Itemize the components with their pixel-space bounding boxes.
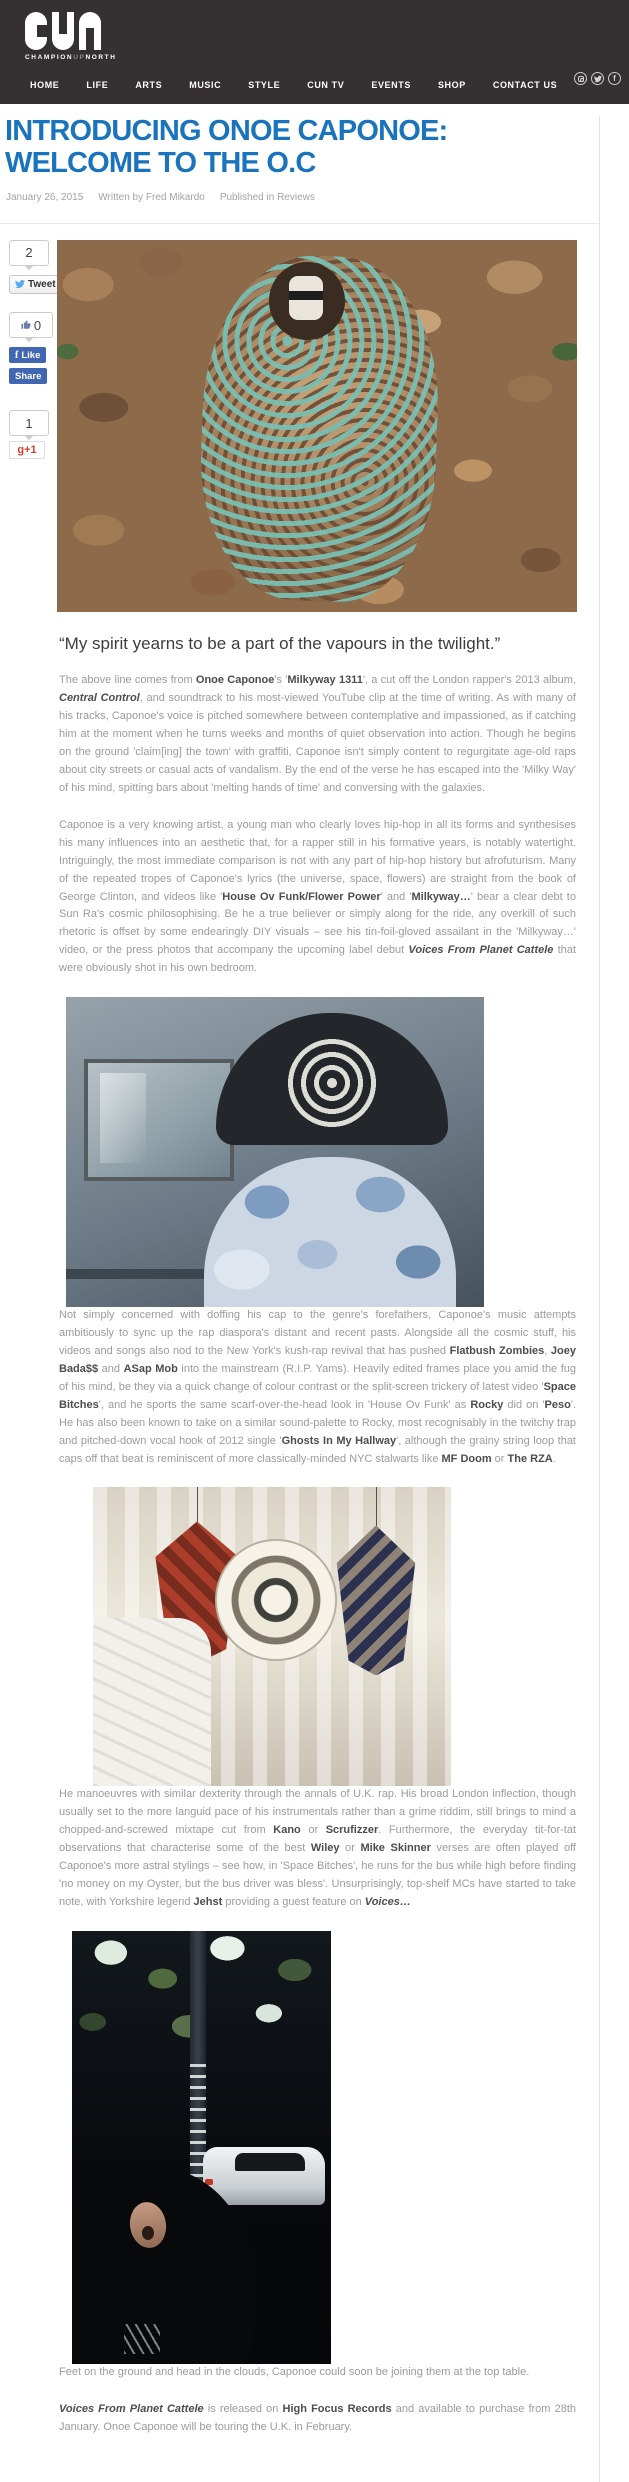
nav-item-events[interactable]: EVENTS bbox=[371, 80, 411, 90]
written-by-label: Written by bbox=[98, 191, 144, 203]
twitter-bird-icon bbox=[15, 279, 25, 289]
site-header bbox=[0, 0, 629, 104]
logo-glyphs-icon bbox=[25, 12, 117, 50]
gplus-count-bubble bbox=[9, 410, 49, 436]
author-link[interactable]: Fred Mikardo bbox=[145, 191, 205, 203]
main-nav bbox=[0, 64, 629, 104]
nav-item-contact-us[interactable]: CONTACT US bbox=[492, 80, 558, 90]
photo-tie-dye-figure bbox=[204, 1157, 456, 1307]
meta-divider bbox=[0, 223, 599, 224]
article-paragraph-4: He manoeuvres with similar dexterity through the annals of U.K. rap. His broad London inflection, though usually set to the more languid pace of his instrumentals rather than a grime riddim, still brings to mind a chopped-and-screwed mixtape cut from Kano or Scrufizzer. Furthermore, the everyday tit-for-tat observations that characterise some of the best Wiley or Mike Skinner verses are often played off Caponoe's more astral stylings – see how, in 'Space Bitches', he runs for the bus while high before finding 'no money on my Oyster, but the bus driver was bless'. Unsurprisingly, top-shelf MCs have started to take note, with Yorkshire legend Jehst providing a guest feature on Voices… bbox=[59, 1788, 576, 1908]
article-photo-night-street bbox=[72, 1931, 331, 2364]
article-date: January 26, 2015 bbox=[6, 191, 84, 203]
article-photo-figure-in-leaves bbox=[57, 240, 577, 612]
article-paragraph-5: Feet on the ground and head in the clouds, Caponoe could soon be joining them at the top table. bbox=[59, 2365, 530, 2378]
nav-item-life[interactable]: LIFE bbox=[86, 80, 109, 90]
article-paragraph-2: Caponoe is a very knowing artist, a young man who clearly loves hip-hop in all its forms and synthesises his many influences into an aesthetic that, for a rapper still in his formative years, is notably watertight. Intriguingly, the most immediate comparison is not with any part of hip-hop history but afrofuturism. Many of the repeated tropes of Caponoe's lyrics (the universe, space, flowers) are straight from the book of George Clinton, and videos like 'House Ov Funk/Flower Power' and 'Milkyway…' bear a clear debt to Sun Ra's cosmic philosophising. Be he a true believer or simply along for the ride, any overkill of such rhetoric is offset by some endearingly DIY visuals – see his tin-foil-gloved assailant in the 'Milkyway…' video, or the press photos that accompany the upcoming label debut Voices From Planet Cattele that were obviously shot in his own bedroom. bbox=[59, 818, 576, 975]
nav-item-music[interactable]: MUSIC bbox=[189, 80, 222, 90]
article-byline bbox=[98, 192, 205, 203]
photo-tag-mark bbox=[124, 2324, 160, 2354]
like-count-bubble bbox=[9, 312, 53, 338]
logo-word-champion: CHAMPION bbox=[25, 54, 74, 61]
photo-car-window bbox=[235, 2153, 305, 2171]
photo-mirror bbox=[84, 1059, 234, 1181]
article-paragraph-3: Not simply concerned with doffing his cap to the genre's forefathers, Caponoe's music attempts ambitiously to sync up the rap diaspora's distant and recent pasts. Alongside all the cosmic stuff, his videos and songs also nod to the New York's kush-rap revival that has pushed Flatbush Zombies, Joey Bada$$ and ASap Mob into the mainstream (R.I.P. Yams). Heavily edited frames place you amid the fug of his mind, be they via a quick change of colour contrast or the split-screen trickery of latest video 'Space Bitches', and he sports the same scarf-over-the-head look in 'House Ov Funk' as Rocky did on 'Peso'. He has also been known to take on a similar sound-palette to Rocky, most recognisably in the twitchy trap and pitched-down vocal hook of 2012 single 'Ghosts In My Hallway', although the grainy string loop that caps off that beat is reminiscent of more classically-minded NYC stalwarts like MF Doom or The RZA. bbox=[59, 1309, 577, 1465]
logo-word-up: UP bbox=[73, 54, 86, 61]
instagram-icon[interactable] bbox=[574, 72, 587, 85]
nav-item-arts[interactable]: ARTS bbox=[135, 80, 163, 90]
facebook-f-icon: f bbox=[15, 349, 19, 361]
like-label: Like bbox=[21, 349, 41, 361]
photo-mandala-disc bbox=[215, 1539, 337, 1661]
like-count: 0 bbox=[33, 317, 42, 333]
nav-item-cun-tv[interactable]: CUN TV bbox=[307, 80, 345, 90]
photo-open-mouth bbox=[142, 2226, 154, 2240]
twitter-icon[interactable] bbox=[591, 72, 604, 85]
published-in-label: Published in bbox=[219, 191, 275, 203]
site-logo[interactable] bbox=[25, 12, 117, 61]
category-link[interactable]: Reviews bbox=[277, 191, 315, 203]
gplus-label: g+1 bbox=[17, 444, 37, 457]
nav-item-home[interactable]: HOME bbox=[30, 80, 60, 90]
logo-letter-c bbox=[25, 12, 47, 50]
photo-shelf bbox=[66, 1269, 216, 1279]
photo-white-garment bbox=[93, 1618, 211, 1786]
content-container bbox=[0, 116, 600, 2482]
article-photo-bedroom-hat bbox=[66, 997, 484, 1307]
tweet-label: Tweet bbox=[28, 278, 56, 290]
facebook-share-button[interactable] bbox=[9, 368, 47, 384]
tweet-count: 2 bbox=[25, 245, 33, 261]
article-paragraph-1: The above line comes from Onoe Caponoe's 'Milkyway 1311', a cut off the London rapper's 2013 album, Central Control, and soundtrack to his most-viewed YouTube clip at the time of writing. As with many of his tracks, Caponoe's voice is pitched somewhere between contemplative and impassioned, as if catching him at the moment when he turns weeks and months of quiet observation into action. Though he begins on the ground 'claim[ing] the town' with graffiti, Caponoe isn't simply content to regurgitate age-old raps about city streets or casual acts of vandalism. By the end of the verse he has escaped into the 'Milky Way' of his mind, spitting bars about 'melting hands of time' and conversing with the galaxies. bbox=[59, 674, 576, 794]
google-plus-one-button[interactable] bbox=[9, 441, 45, 459]
logo-letter-n bbox=[79, 12, 101, 50]
thumbs-up-icon bbox=[21, 320, 31, 330]
article-paragraph-6: Voices From Planet Cattele is released on High Focus Records and available to purchase from 28th January. Onoe Caponoe will be touring the U.K. in February. bbox=[59, 2402, 576, 2433]
photo-mask bbox=[289, 276, 323, 320]
pull-quote: “My spirit yearns to be a part of the vapours in the twilight.” bbox=[59, 633, 501, 653]
google-plus-group bbox=[9, 410, 57, 459]
logo-word-north: NORTH bbox=[85, 54, 117, 61]
nav-item-style[interactable]: STYLE bbox=[248, 80, 281, 90]
nav-item-shop[interactable]: SHOP bbox=[437, 80, 466, 90]
article-body bbox=[57, 240, 578, 2456]
tweet-button[interactable] bbox=[9, 275, 62, 294]
gplus-count: 1 bbox=[25, 415, 33, 431]
article-meta bbox=[6, 192, 599, 203]
facebook-icon[interactable]: f bbox=[608, 72, 621, 85]
photo-navy-lantern bbox=[327, 1525, 425, 1675]
header-social-links bbox=[574, 72, 621, 85]
logo-wordmark bbox=[25, 54, 117, 61]
facebook-like-group bbox=[9, 312, 57, 384]
share-label: Share bbox=[15, 370, 42, 382]
facebook-like-button[interactable] bbox=[9, 347, 46, 363]
share-column bbox=[0, 240, 57, 2456]
tweet-count-bubble bbox=[9, 240, 49, 266]
photo-hat-ring-pattern bbox=[284, 1035, 380, 1131]
article-category-line bbox=[220, 192, 315, 203]
page-title: INTRODUCING ONOE CAPONOE: WELCOME TO THE O.C bbox=[5, 115, 448, 179]
logo-letter-u bbox=[52, 12, 74, 50]
article-photo-lanterns bbox=[93, 1487, 451, 1786]
